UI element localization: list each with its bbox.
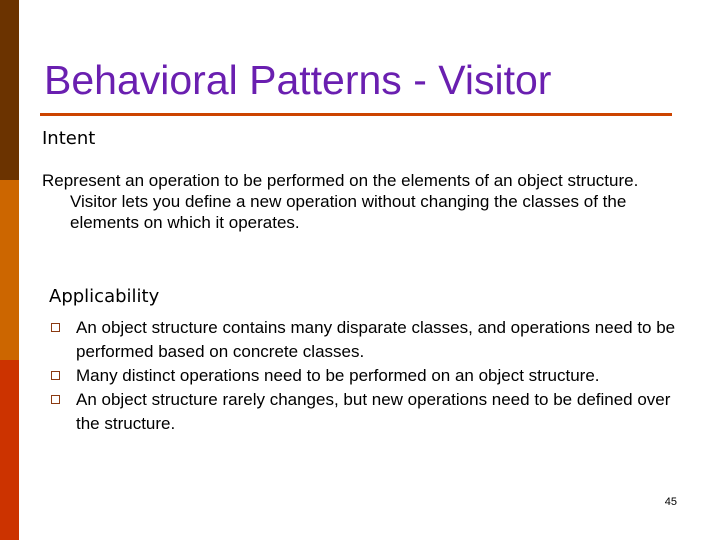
sidebar-segment-top <box>0 0 19 180</box>
intent-text: Represent an operation to be performed on the elements of an object structure. Visitor lets you define a new operation without changing the classes of the elements on which it operates. <box>42 171 639 232</box>
list-item <box>49 388 689 436</box>
square-bullet-icon <box>51 371 60 380</box>
square-bullet-icon <box>51 395 60 404</box>
sidebar-segment-middle <box>0 180 19 360</box>
list-item-text: An object structure contains many disparate classes, and operations need to be performed based on concrete classes. <box>76 318 676 361</box>
list-item <box>49 316 689 364</box>
list-item <box>49 364 689 388</box>
sidebar-segment-bottom <box>0 360 19 540</box>
list-item-text: Many distinct operations need to be performed on an object structure. <box>76 366 600 385</box>
list-item-text: An object structure rarely changes, but new operations need to be defined over the structure. <box>76 390 671 433</box>
square-bullet-icon <box>51 323 60 332</box>
intent-heading: Intent <box>42 128 96 149</box>
applicability-list <box>49 316 689 436</box>
page-number: 45 <box>664 496 677 508</box>
title-divider <box>40 113 672 116</box>
slide-title: Behavioral Patterns - Visitor <box>44 57 552 103</box>
applicability-heading: Applicability <box>49 286 160 307</box>
